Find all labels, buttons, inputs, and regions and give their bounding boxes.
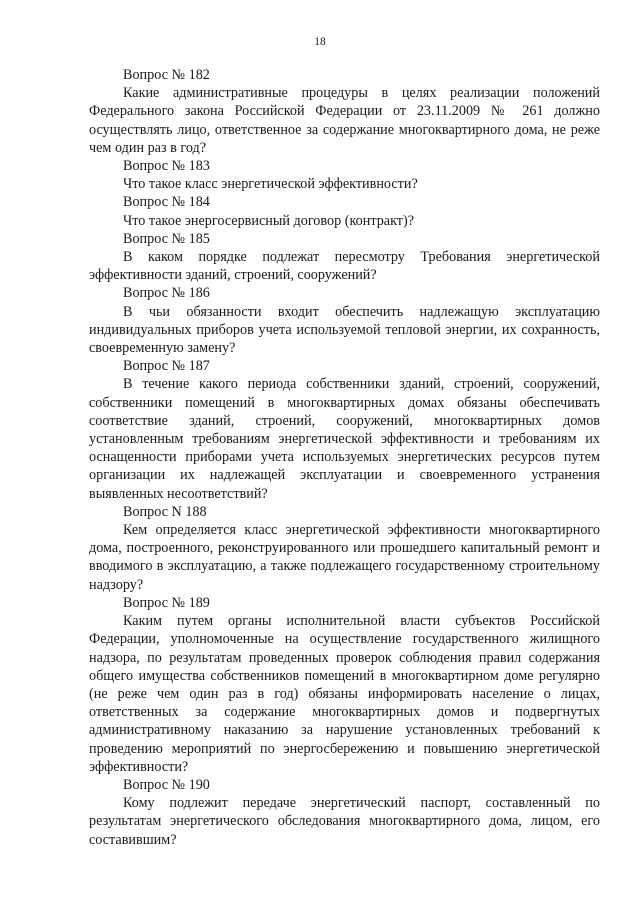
question-heading: Вопрос № 183: [123, 158, 210, 175]
question-187: [89, 357, 600, 503]
question-heading: Вопрос № 182: [123, 67, 210, 83]
question-text: Каким путем органы исполнительной власти субъектов Российской Федерации, уполномоченные на осуществление государственного жилищного надзора, по результатам проведенных проверок соблюдения правил содержания общего имущества собственников помещений в многоквартирном доме регулярно (не реже чем один раз в год) обязаны информировать население о лицах, ответственных за содержание многоквартирных домов и подвергнутых административному наказанию за нарушение установленных требований к проведению мероприятий по энергосбережению и повышению энергетической эффективности?: [89, 613, 600, 775]
question-heading: Вопрос № 187: [123, 358, 210, 375]
question-184: [89, 193, 600, 229]
question-text: Что такое класс энергетической эффективности?: [123, 176, 418, 193]
question-list: [89, 66, 600, 849]
question-text: Какие административные процедуры в целях реализации положений Федерального закона Российской Федерации от 23.11.2009 № 261 должно осуществлять лицо, ответственное за содержание многоквартирного дома, не реже чем один раз в год?: [89, 85, 600, 156]
question-heading: Вопрос № 185: [123, 230, 210, 247]
question-text: В чьи обязанности входит обеспечить надлежащую эксплуатацию индивидуальных приборов учета используемой тепловой энергии, их сохранность, своевременную замену?: [89, 303, 600, 357]
question-text: В течение какого периода собственники зданий, строений, сооружений, собственники помещений в многоквартирных домах обязаны обеспечивать соответствие зданий, строений, сооружений, многоквартирных домов установленным требованиям энергетической эффективности и требованиям их оснащенности приборами учета используемых энергетических ресурсов путем организации их надлежащей эксплуатации и своевременного устранения выявленных несоответствий?: [89, 376, 600, 502]
question-text: Кому подлежит передаче энергетический паспорт, составленный по результатам энергетического обследования многоквартирного дома, лицом, его составившим?: [89, 795, 600, 848]
question-text: Что такое энергосервисный договор (контракт)?: [123, 212, 415, 229]
question-190: [89, 776, 600, 849]
question-heading: Вопрос № 189: [123, 594, 210, 611]
question-heading: Вопрос № 184: [123, 194, 210, 211]
question-heading: Вопрос № 190: [123, 776, 210, 793]
question-188: [89, 503, 600, 594]
question-heading: Вопрос N 188: [123, 503, 207, 520]
question-185: [89, 230, 600, 285]
question-text: Кем определяется класс энергетической эффективности многоквартирного дома, построенного, реконструированного или прошедшего капитальный ремонт и вводимого в эксплуатацию, а также подлежащего государственному строительному надзору?: [89, 522, 600, 593]
question-text: В каком порядке подлежат пересмотру Требования энергетической эффективности зданий, строений, сооружений?: [89, 249, 600, 284]
question-heading: Вопрос № 186: [123, 285, 210, 302]
page-number: 18: [314, 36, 326, 48]
question-182: [89, 66, 600, 157]
question-186: [89, 284, 600, 357]
question-189: [89, 594, 600, 776]
question-183: [89, 157, 600, 193]
